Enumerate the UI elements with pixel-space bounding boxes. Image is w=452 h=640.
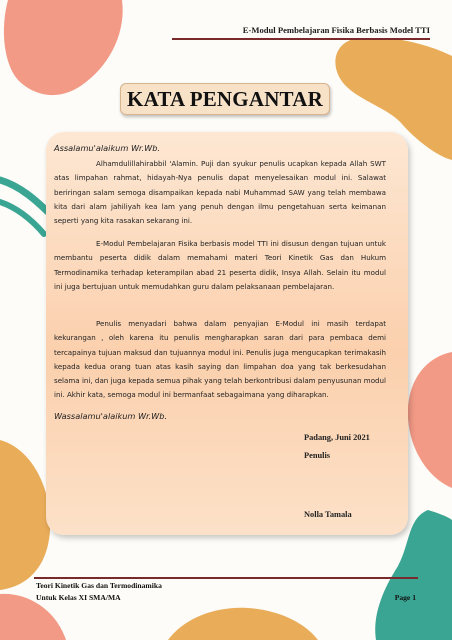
- footer-class: Untuk Kelas XI SMA/MA: [36, 593, 121, 602]
- paragraph-1: Alhamdulillahirabbil 'Alamin. Puji dan syukur penulis ucapkan kepada Allah SWT atas limpahan rahmat, hidayah-Nya penulis dapat menyelesaikan modul ini. Salawat beriringan salam semoga disampaikan kepada nabi Muhammad SAW yang telah membawa kita dari alam jahiliyah kea lam yang penuh dengan ilmu pengetahuan serta keimanan seperti yang kita rasakan sekarang ini.: [54, 159, 386, 226]
- author-role: Penulis: [304, 451, 331, 460]
- mustard-blob-bottom-center: [168, 604, 318, 640]
- paragraph-2: E-Modul Pembelajaran Fisika berbasis model TTI ini disusun dengan tujuan untuk membantu peserta didik dalam memahami materi Teori Kinetik Gas dan Hukum Termodinamika terhadap keterampilan abad 21 peserta didik, Insya Allah. Selain itu modul ini juga bertujuan untuk memudahkan guru dalam pelaksanaan pembelajaran.: [54, 239, 386, 291]
- greeting-open: Assalamu'alaikum Wr.Wb.: [54, 143, 161, 153]
- coral-blob-top-left: [0, 0, 130, 115]
- place-date: Padang, Juni 2021: [304, 433, 370, 442]
- title-box: [120, 83, 330, 115]
- author-name: Nolla Tamala: [304, 510, 352, 519]
- footer-subject: Teori Kinetik Gas dan Termodinamika: [36, 581, 162, 590]
- header-title: E-Modul Pembelajaran Fisika Berbasis Model TTI: [242, 25, 430, 35]
- footer-rule: [34, 577, 418, 579]
- page-number: Page 1: [394, 593, 416, 602]
- paragraph-3: Penulis menyadari bahwa dalam penyajian E-Modul ini masih terdapat kekurangan , oleh karena itu penulis mengharapkan saran dari para pembaca demi tercapainya tujuan maksud dan tujuannya modul ini. Penulis juga mengucapkan terimakasih kepada kedua orang tuan atas kasih saying dan limpahan doa yang tak berkesudahan selama ini, dan juga kepada semua pihak yang telah berkontribusi dalam penyusunan modul ini. Akhir kata, semoga modul ini bermanfaat sebagaimana yang diharapkan.: [54, 319, 386, 400]
- greeting-close: Wassalamu'alaikum Wr.Wb.: [54, 411, 168, 421]
- page-title: KATA PENGANTAR: [127, 86, 323, 111]
- header-rule: [172, 38, 430, 40]
